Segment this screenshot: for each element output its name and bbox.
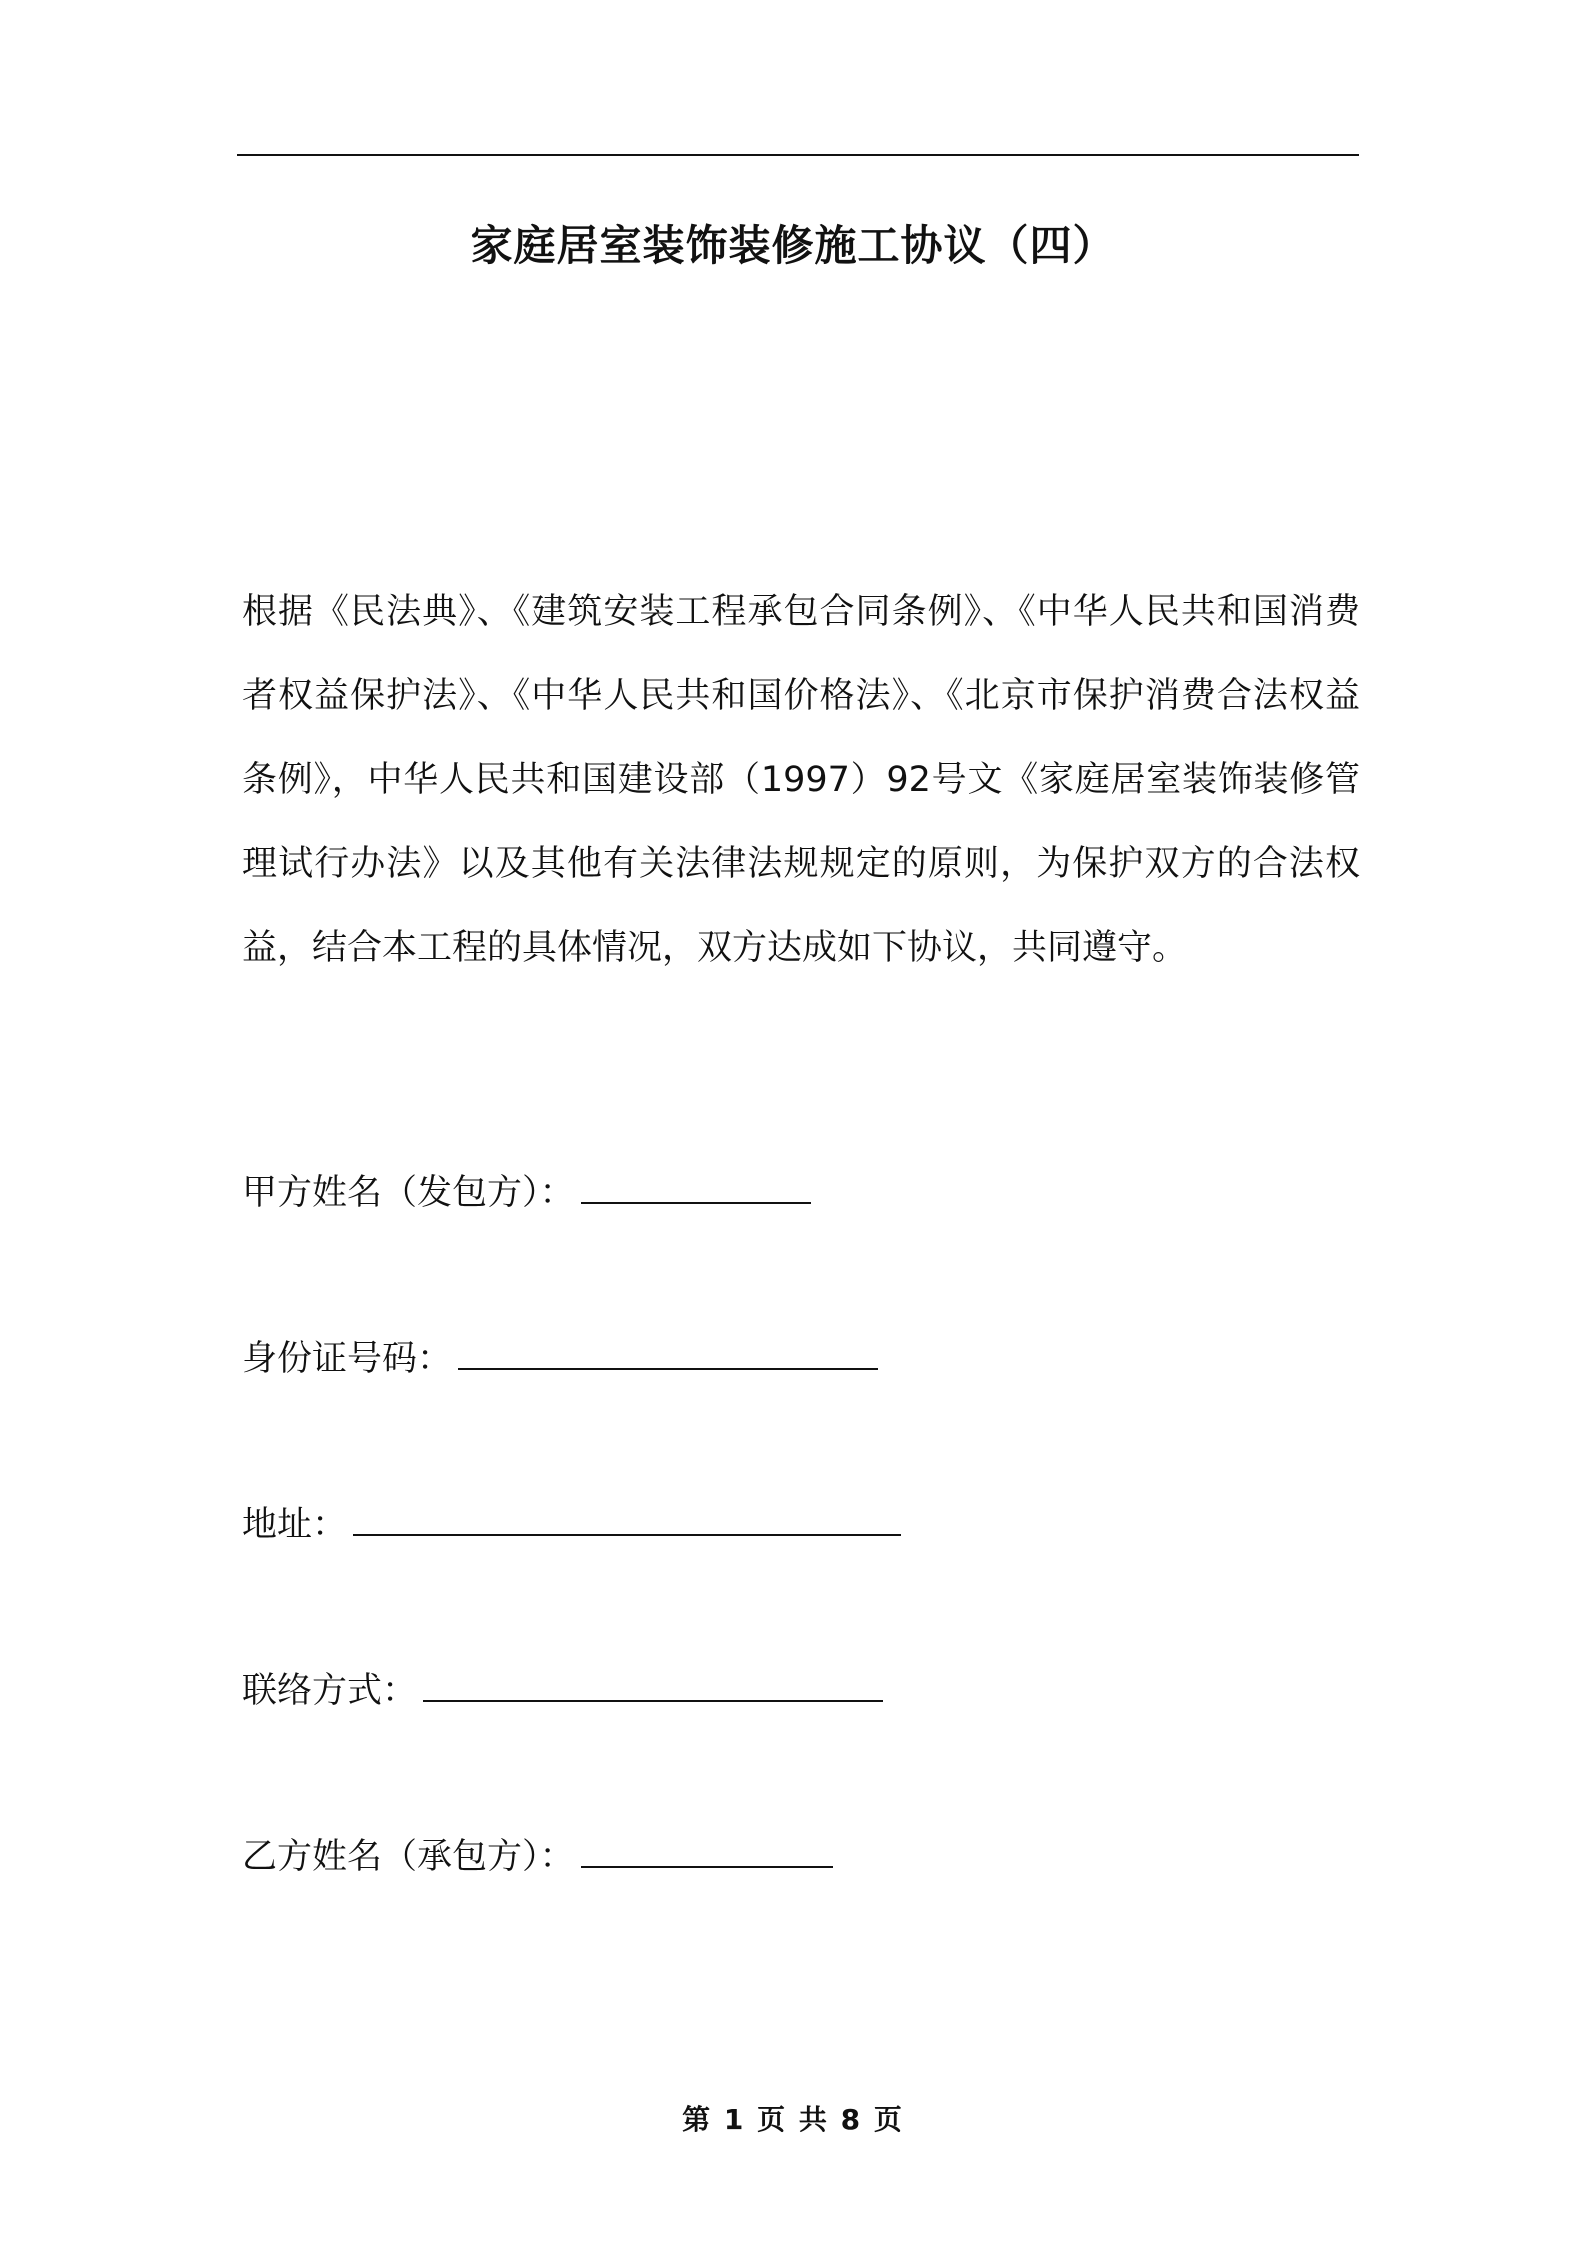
document-title: 家庭居室装饰装修施工协议（四） [470, 221, 1116, 270]
contact-label: 联络方式： [242, 1671, 418, 1711]
id-number-blank[interactable] [458, 1332, 878, 1370]
contact-field [242, 1664, 883, 1716]
party-b-name-label: 乙方姓名（承包方）： [242, 1837, 575, 1877]
party-a-name-blank[interactable] [581, 1166, 811, 1204]
party-b-name-field [242, 1830, 833, 1882]
party-a-name-label: 甲方姓名（发包方）： [242, 1173, 575, 1213]
party-a-name-field [242, 1166, 811, 1218]
id-number-label: 身份证号码： [242, 1339, 453, 1379]
address-label: 地址： [242, 1505, 348, 1545]
party-b-name-blank[interactable] [581, 1830, 833, 1868]
intro-paragraph: 根据《民法典》、《建筑安装工程承包合同条例》、《中华人民共和国消费者权益保护法》、《中华人民共和国价格法》、《北京市保护消费合法权益条例》，中华人民共和国建设部（1997）92号文《家庭居室装饰装修管理试行办法》以及其他有关法律法规规定的原则，为保护双方的合法权益，结合本工程的具体情况，双方达成如下协议，共同遵守。 [242, 592, 1360, 968]
contact-blank[interactable] [423, 1664, 883, 1702]
address-field [242, 1498, 901, 1550]
address-blank[interactable] [353, 1498, 901, 1536]
header-divider [237, 154, 1359, 156]
page-indicator: 第 1 页 共 8 页 [682, 2103, 904, 2136]
id-number-field [242, 1332, 878, 1384]
